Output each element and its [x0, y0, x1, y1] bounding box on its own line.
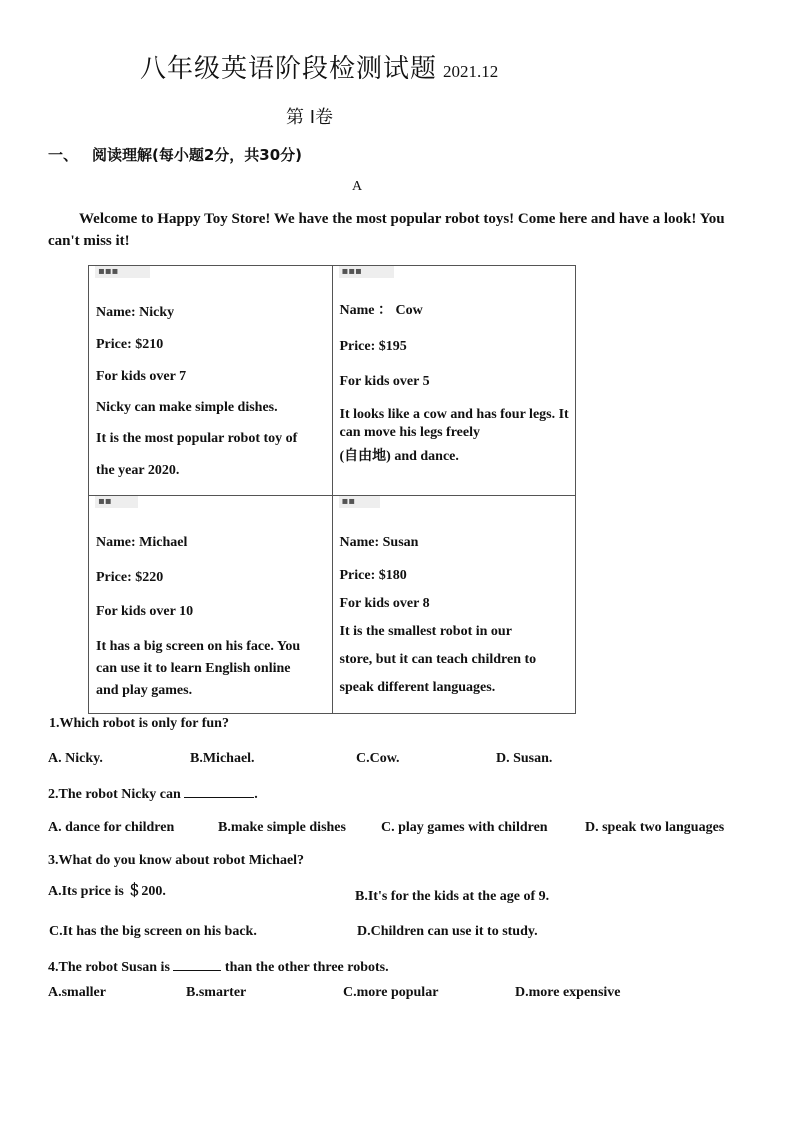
option-a: A. Nicky.: [48, 751, 103, 766]
option-b: B.It's for the kids at the age of 9.: [355, 889, 550, 904]
stem-text: .: [254, 787, 258, 802]
robot-age: For kids over 5: [339, 374, 430, 389]
robot-desc: It has a big screen on his face. You can use it to learn English online and play games.: [96, 639, 301, 698]
option-d: D.Children can use it to study.: [357, 924, 538, 939]
stem-text: 4.The robot Susan is: [48, 960, 170, 975]
stem-text: 2.The robot Nicky can: [48, 787, 181, 802]
answer-blank: [173, 958, 221, 971]
option-a: A.smaller: [48, 985, 106, 1000]
option-d: D. speak two languages: [585, 820, 725, 835]
robot-desc: Nicky can make simple dishes.: [96, 400, 278, 415]
robot-cell-susan: [332, 496, 576, 714]
robot-desc: store, but it can teach children to: [339, 652, 537, 667]
section-heading: [48, 144, 302, 165]
question-stem: 3.What do you know about robot Michael?: [48, 853, 305, 868]
robot-table: [88, 265, 576, 714]
robot-name: Name ： Cow: [339, 303, 423, 318]
robot-price: Price: $180: [339, 568, 407, 583]
robot-cell-nicky: [89, 266, 333, 496]
section-number: 一、: [48, 146, 79, 164]
option-d: D.more expensive: [515, 985, 621, 1000]
robot-age: For kids over 10: [96, 604, 194, 619]
robot-cell-michael: [89, 496, 333, 714]
robot-desc: speak different languages.: [339, 680, 496, 695]
question-stem: 1.Which robot is only for fun?: [49, 716, 229, 731]
robot-name: Name: Nicky: [96, 305, 175, 320]
option-c: C.Cow.: [356, 751, 400, 766]
robot-age: For kids over 8: [339, 596, 430, 611]
answer-blank: [184, 785, 254, 798]
robot-price: Price: $195: [339, 339, 407, 354]
option-a: A. dance for children: [48, 820, 175, 835]
option-a: A.Its price is ＄200.: [48, 884, 166, 899]
robot-thumbnail-icon: ▪▪▪: [95, 266, 150, 278]
robot-price: Price: $220: [96, 570, 164, 585]
title-text: 八年级英语阶段检测试题: [140, 54, 438, 84]
option-b: B.make simple dishes: [218, 820, 346, 835]
stem-text: than the other three robots.: [224, 960, 389, 975]
option-d: D. Susan.: [496, 751, 553, 766]
option-c: C.more popular: [343, 985, 439, 1000]
option-b: B.smarter: [186, 985, 247, 1000]
question-stem: [48, 958, 389, 976]
robot-desc: (自由地) and dance.: [339, 449, 459, 464]
robot-thumbnail-icon: ▪▪▪: [339, 266, 394, 278]
option-c: C.It has the big screen on his back.: [49, 924, 257, 939]
option-c: C. play games with children: [381, 820, 548, 835]
exam-title: [140, 48, 498, 85]
robot-name: Name: Michael: [96, 535, 188, 550]
robot-name: Name: Susan: [339, 535, 419, 550]
exam-date: 2021.12: [443, 62, 499, 81]
section-label: 阅读理解(每小题2分，共30分): [92, 146, 303, 164]
robot-thumbnail-icon: ▪▪: [339, 496, 380, 508]
robot-age: For kids over 7: [96, 369, 187, 384]
robot-cell-cow: [332, 266, 576, 496]
robot-desc: It looks like a cow and has four legs. It can move his legs freely: [339, 407, 569, 440]
robot-desc: the year 2020.: [96, 463, 180, 478]
option-b: B.Michael.: [190, 751, 255, 766]
passage-label: A: [352, 179, 363, 194]
robot-price: Price: $210: [96, 337, 164, 352]
passage-intro: Welcome to Happy Toy Store! We have the most popular robot toys! Come here and have a look! You can't miss it!: [48, 211, 725, 249]
question-stem: [48, 785, 258, 803]
robot-desc: It is the most popular robot toy of: [96, 431, 298, 446]
robot-desc: It is the smallest robot in our: [339, 624, 512, 639]
volume-label: 第 Ⅰ卷: [286, 107, 334, 128]
robot-thumbnail-icon: ▪▪: [95, 496, 138, 508]
